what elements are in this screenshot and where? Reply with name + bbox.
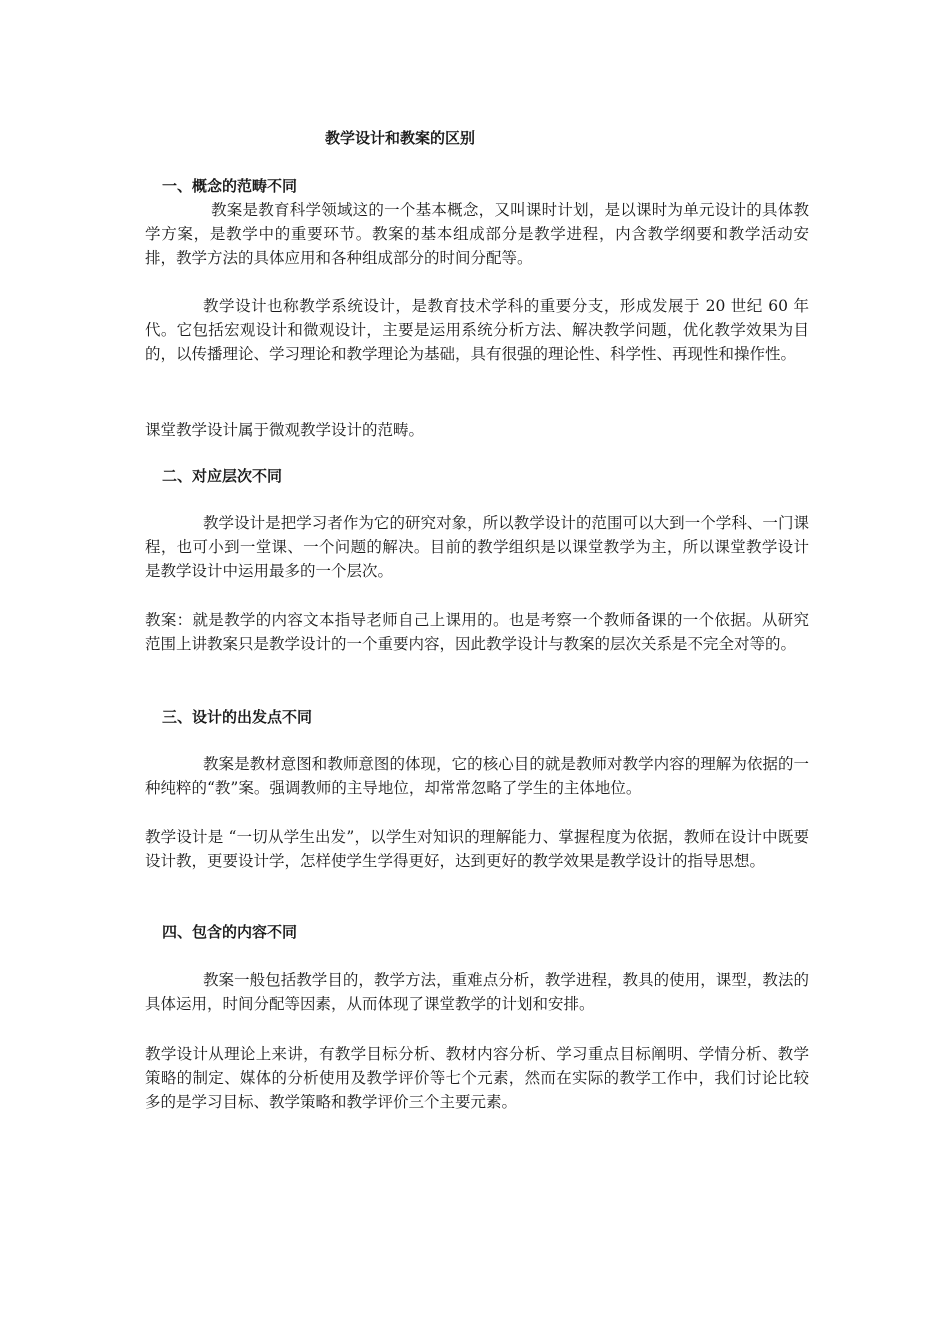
paragraph-2-1: 教学设计是把学习者作为它的研究对象，所以教学设计的范围可以大到一个学科、一门课程，也可小到一堂课、一个问题的解决。目前的教学组织是以课堂教学为主，所以课堂教学设计是教学设计中运用最多的一个层次。 — [145, 514, 809, 580]
paragraph-4-2: 教学设计从理论上来讲，有教学目标分析、教材内容分析、学习重点目标阐明、学情分析、教学策略的制定、媒体的分析使用及教学评价等七个元素，然而在实际的教学工作中，我们讨论比较多的是学习目标、教学策略和教学评价三个主要元素。 — [145, 1045, 809, 1111]
section-heading-1: 一、概念的范畴不同 — [162, 177, 298, 195]
section-heading-4: 四、包含的内容不同 — [162, 923, 298, 941]
paragraph-1-3: 课堂教学设计属于微观教学设计的范畴。 — [145, 421, 425, 439]
paragraph-1-2: 教学设计也称教学系统设计，是教育技术学科的重要分支，形成发展于 20 世纪 60 年代。它包括宏观设计和微观设计，主要是运用系统分析方法、解决教学问题，优化教学效果为目的，以传播理论、学习理论和教学理论为基础，具有很强的理论性、科学性、再现性和操作性。 — [145, 297, 809, 363]
document-title: 教学设计和教案的区别 — [325, 129, 476, 147]
paragraph-2-2: 教案：就是教学的内容文本指导老师自己上课用的。也是考察一个教师备课的一个依据。从研究范围上讲教案只是教学设计的一个重要内容，因此教学设计与教案的层次关系是不完全对等的。 — [145, 611, 809, 653]
section-heading-3: 三、设计的出发点不同 — [162, 708, 313, 726]
paragraph-3-2: 教学设计是 “一切从学生出发”，以学生对知识的理解能力、掌握程度为依据，教师在设计中既要设计教，更要设计学，怎样使学生学得更好，达到更好的教学效果是教学设计的指导思想。 — [145, 828, 809, 870]
section-heading-2: 二、对应层次不同 — [162, 467, 283, 485]
paragraph-1-1: 教案是教育科学领域这的一个基本概念，又叫课时计划，是以课时为单元设计的具体教学方案，是教学中的重要环节。教案的基本组成部分是教学进程，内含教学纲要和教学活动安排，教学方法的具体应用和各种组成部分的时间分配等。 — [145, 201, 809, 267]
paragraph-3-1: 教案是教材意图和教师意图的体现，它的核心目的就是教师对教学内容的理解为依据的一种纯粹的“教”案。强调教师的主导地位，却常常忽略了学生的主体地位。 — [145, 755, 809, 797]
paragraph-4-1: 教案一般包括教学目的，教学方法，重难点分析，教学进程，教具的使用，课型，教法的具体运用，时间分配等因素，从而体现了课堂教学的计划和安排。 — [145, 971, 809, 1013]
